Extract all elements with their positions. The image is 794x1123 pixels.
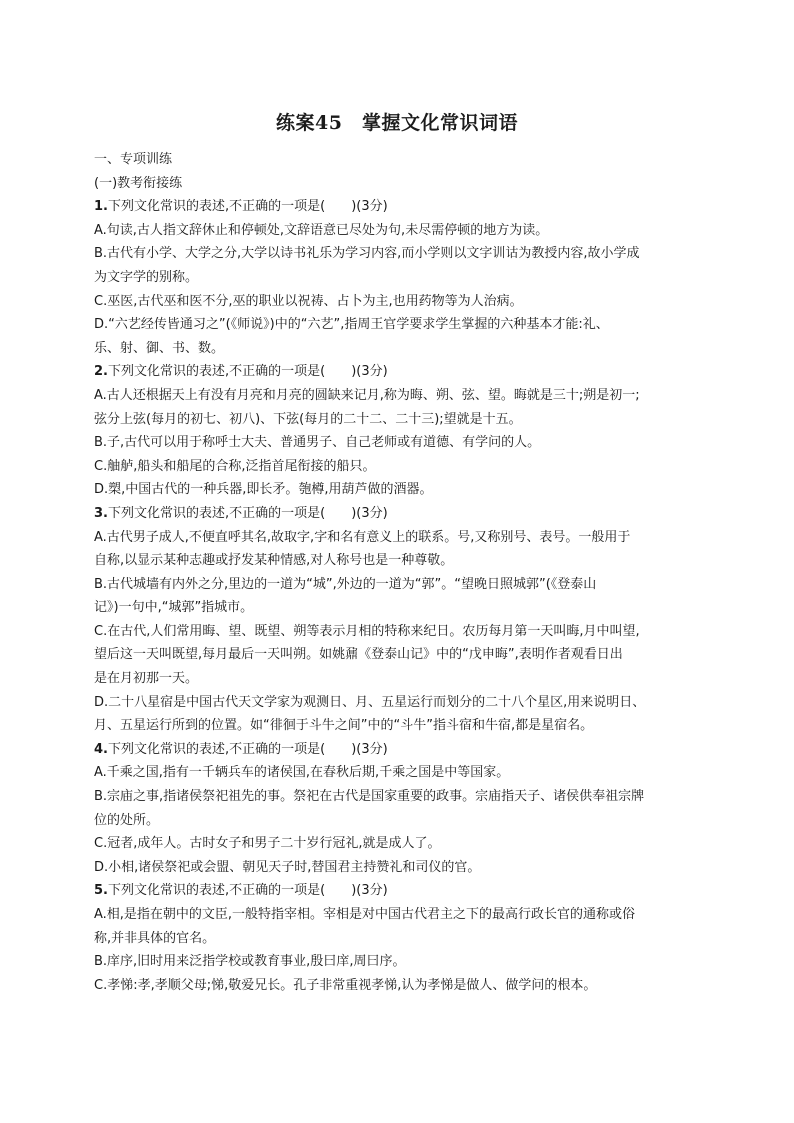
question-text: 下列文化常识的表述,不正确的一项是( bbox=[107, 741, 326, 757]
option-line: A.相,是指在朝中的文臣,一般特指宰相。宰相是对中国古代君主之下的最高行政长官的通称或俗 bbox=[94, 907, 636, 922]
question-text: 下列文化常识的表述,不正确的一项是( bbox=[107, 505, 326, 521]
question-number: 1. bbox=[94, 199, 108, 215]
question-points: )(3分) bbox=[351, 883, 388, 899]
question-stem bbox=[94, 360, 704, 384]
option-line: B.宗庙之事,指诸侯祭祀祖先的事。祭祀在古代是国家重要的政事。宗庙指天子、诸侯供奉祖宗牌 bbox=[94, 789, 645, 805]
question-text: 下列文化常识的表述,不正确的一项是( bbox=[107, 883, 326, 899]
question-points: )(3分) bbox=[351, 199, 388, 215]
option-line: B.庠序,旧时用来泛指学校或教育事业,殷曰庠,周曰序。 bbox=[94, 954, 406, 970]
question-block bbox=[94, 502, 704, 738]
question-list bbox=[94, 195, 704, 997]
question-points: )(3分) bbox=[351, 364, 388, 380]
question-stem bbox=[94, 879, 704, 903]
option-line: D.“六艺经传皆通习之”(《师说》)中的“六艺”,指周王官学要求学生掌握的六种基本才能:礼、 bbox=[94, 317, 609, 333]
option-line: B.古代城墙有内外之分,里边的一道为“城”,外边的一道为“郭”。“望晚日照城郭”(《登泰山 bbox=[94, 576, 597, 592]
question-text: 下列文化常识的表述,不正确的一项是( bbox=[107, 199, 326, 215]
option-line: 是在月初那一天。 bbox=[94, 671, 199, 687]
question-text: 下列文化常识的表述,不正确的一项是( bbox=[107, 364, 326, 380]
option-line: 记》)一句中,“城郭”指城市。 bbox=[94, 600, 254, 616]
option-line: C.舳舻,船头和船尾的合称,泛指首尾衔接的船只。 bbox=[94, 458, 376, 474]
subsection-heading: (一)教考衔接练 bbox=[94, 175, 183, 191]
question-block bbox=[94, 738, 704, 880]
option-line: 称,并非具体的官名。 bbox=[94, 930, 216, 946]
option-line: D.二十八星宿是中国古代天文学家为观测日、月、五星运行而划分的二十八个星区,用来说明日、 bbox=[94, 694, 646, 710]
option-line: C.在古代,人们常用晦、望、既望、朔等表示月相的特称来纪日。农历每月第一天叫晦,月中叫望, bbox=[94, 623, 640, 639]
option-line: A.句读,古人指文辞休止和停顿处,文辞语意已尽处为句,未尽需停顿的地方为读。 bbox=[94, 222, 549, 238]
document-body bbox=[94, 148, 704, 997]
option-line: D.槊,中国古代的一种兵器,即长矛。匏樽,用葫芦做的酒器。 bbox=[94, 482, 433, 498]
question-stem bbox=[94, 502, 704, 526]
option-line: C.冠者,成年人。古时女子和男子二十岁行冠礼,就是成人了。 bbox=[94, 836, 441, 852]
option-line: 乐、射、御、书、数。 bbox=[94, 340, 225, 356]
question-number: 5. bbox=[94, 883, 108, 899]
option-line: 弦分上弦(每月的初七、初八)、下弦(每月的二十二、二十三);望就是十五。 bbox=[94, 411, 522, 427]
question-points: )(3分) bbox=[351, 741, 388, 757]
option-line: 望后这一天叫既望,每月最后一天叫朔。如姚鼐《登泰山记》中的“戊申晦”,表明作者观看日出 bbox=[94, 647, 623, 663]
question-points: )(3分) bbox=[351, 505, 388, 521]
question-block bbox=[94, 879, 704, 997]
option-line: 为文字学的别称。 bbox=[94, 269, 199, 285]
question-stem bbox=[94, 738, 704, 762]
option-line: A.千乘之国,指有一千辆兵车的诸侯国,在春秋后期,千乘之国是中等国家。 bbox=[94, 765, 510, 781]
option-line: D.小相,诸侯祭祀或会盟、朝见天子时,替国君主持赞礼和司仪的官。 bbox=[94, 859, 481, 875]
question-number: 2. bbox=[94, 364, 108, 380]
option-line: C.巫医,古代巫和医不分,巫的职业以祝祷、占卜为主,也用药物等为人治病。 bbox=[94, 293, 523, 309]
option-line: 自称,以显示某种志趣或抒发某种情感,对人称号也是一种尊敬。 bbox=[94, 553, 454, 569]
question-block bbox=[94, 360, 704, 502]
section-heading: 一、专项训练 bbox=[94, 152, 173, 167]
option-line: C.孝悌:孝,孝顺父母;悌,敬爱兄长。孔子非常重视孝悌,认为孝悌是做人、做学问的根本。 bbox=[94, 977, 597, 993]
option-line: B.古代有小学、大学之分,大学以诗书礼乐为学习内容,而小学则以文字训诂为教授内容,故小学成 bbox=[94, 246, 640, 262]
question-stem bbox=[94, 195, 704, 219]
question-number: 3. bbox=[94, 505, 108, 521]
option-line: A.古人还根据天上有没有月亮和月亮的圆缺来记月,称为晦、朔、弦、望。晦就是三十;朔是初一; bbox=[94, 387, 640, 403]
question-block bbox=[94, 195, 704, 360]
question-number: 4. bbox=[94, 741, 108, 757]
page-title: 练案45 掌握文化常识词语 bbox=[276, 112, 518, 134]
option-line: 月、五星运行所到的位置。如“徘徊于斗牛之间”中的“斗牛”指斗宿和牛宿,都是星宿名。 bbox=[94, 718, 594, 734]
option-line: B.子,古代可以用于称呼士大夫、普通男子、自己老师或有道德、有学问的人。 bbox=[94, 435, 541, 451]
option-line: 位的处所。 bbox=[94, 812, 160, 828]
option-line: A.古代男子成人,不便直呼其名,故取字,字和名有意义上的联系。号,又称别号、表号。一般用于 bbox=[94, 529, 631, 545]
